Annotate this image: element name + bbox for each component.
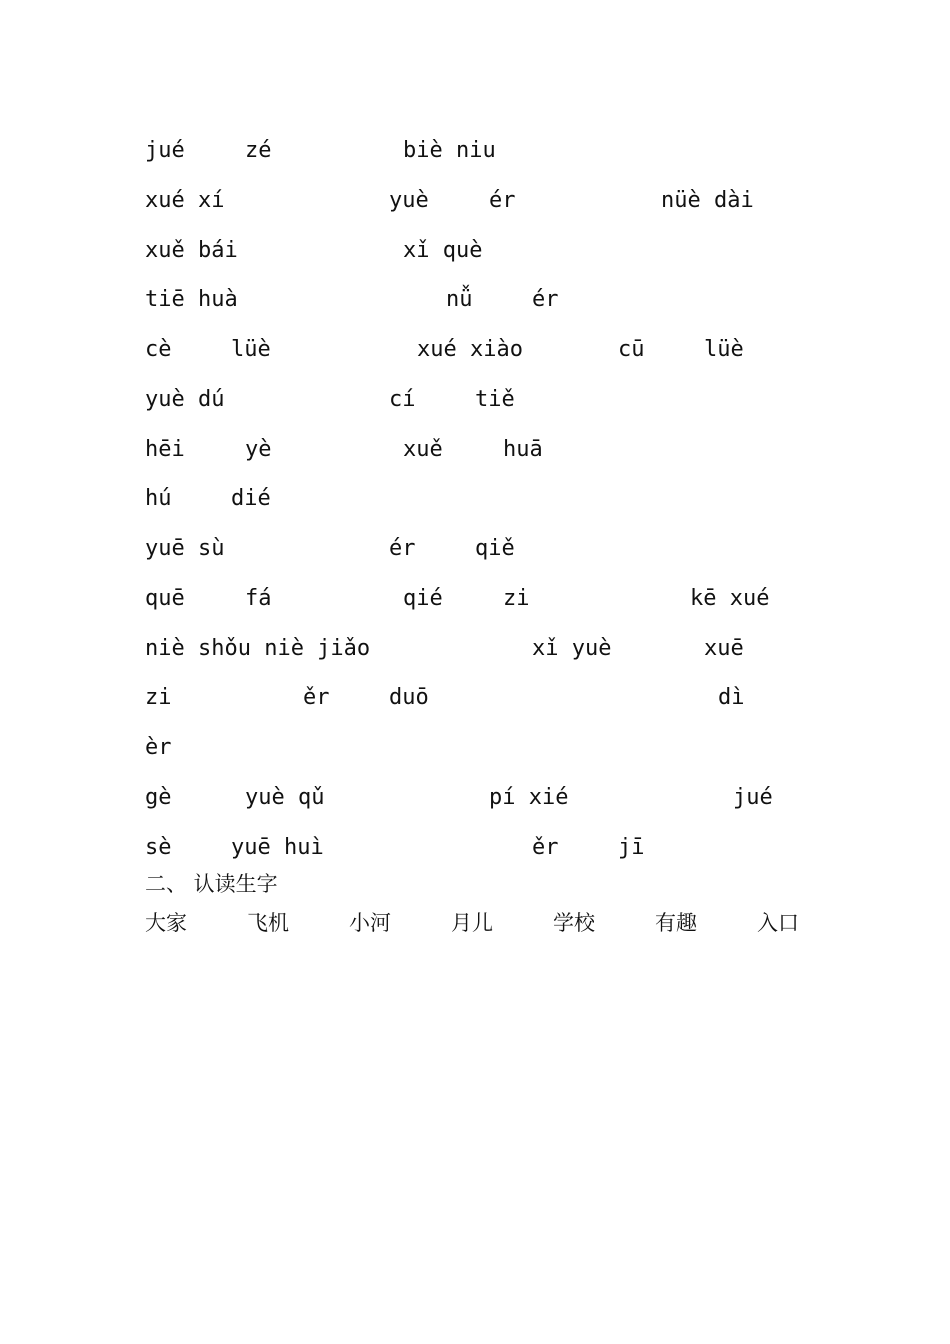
pinyin-line bbox=[0, 833, 950, 873]
pinyin-word: yuè bbox=[389, 188, 429, 213]
character-word: 有趣 bbox=[655, 911, 697, 935]
pinyin-word: tiě bbox=[475, 387, 515, 412]
pinyin-word: gè bbox=[145, 785, 172, 810]
pinyin-line bbox=[0, 484, 950, 524]
pinyin-word: yè bbox=[245, 437, 272, 462]
pinyin-word: qiě bbox=[475, 536, 515, 561]
pinyin-word: cè bbox=[145, 337, 172, 362]
pinyin-line bbox=[0, 385, 950, 425]
pinyin-word: dì bbox=[718, 685, 745, 710]
character-word: 飞机 bbox=[247, 911, 289, 935]
pinyin-word: xǐ yuè bbox=[532, 636, 612, 661]
pinyin-word: hú bbox=[145, 486, 172, 511]
character-word: 月儿 bbox=[451, 911, 493, 935]
pinyin-word: ér bbox=[532, 287, 559, 312]
pinyin-word: ěr bbox=[303, 685, 330, 710]
pinyin-word: niè shǒu niè jiǎo bbox=[145, 636, 371, 661]
pinyin-word: ér bbox=[389, 536, 416, 561]
pinyin-word: jī bbox=[618, 835, 645, 860]
pinyin-line bbox=[0, 236, 950, 276]
character-word: 学校 bbox=[553, 911, 595, 935]
pinyin-word: èr bbox=[145, 735, 172, 760]
pinyin-word: ěr bbox=[532, 835, 559, 860]
pinyin-word: pí xié bbox=[489, 785, 569, 810]
pinyin-word: xué xí bbox=[145, 188, 225, 213]
pinyin-word: xuē bbox=[704, 636, 744, 661]
pinyin-line bbox=[0, 335, 950, 375]
pinyin-line bbox=[0, 783, 950, 823]
pinyin-word: xǐ què bbox=[403, 238, 483, 263]
pinyin-word: zé bbox=[245, 138, 272, 163]
pinyin-word: qié bbox=[403, 586, 443, 611]
pinyin-word: xuě bái bbox=[145, 238, 238, 263]
pinyin-word: xué xiào bbox=[417, 337, 523, 362]
pinyin-word: quē bbox=[145, 586, 185, 611]
section-heading: 二、 认读生字 bbox=[145, 872, 278, 896]
pinyin-line bbox=[0, 285, 950, 325]
pinyin-word: sè bbox=[145, 835, 172, 860]
pinyin-word: lüè bbox=[704, 337, 744, 362]
pinyin-line bbox=[0, 733, 950, 773]
pinyin-word: yuè qǔ bbox=[245, 785, 325, 810]
pinyin-word: cū bbox=[618, 337, 645, 362]
pinyin-word: duō bbox=[389, 685, 429, 710]
pinyin-line bbox=[0, 136, 950, 176]
pinyin-line bbox=[0, 435, 950, 475]
pinyin-line bbox=[0, 683, 950, 723]
pinyin-word: huā bbox=[503, 437, 543, 462]
pinyin-line bbox=[0, 584, 950, 624]
pinyin-word: zi bbox=[145, 685, 172, 710]
pinyin-word: jué bbox=[145, 138, 185, 163]
pinyin-word: cí bbox=[389, 387, 416, 412]
pinyin-word: fá bbox=[245, 586, 272, 611]
pinyin-word: nǚ bbox=[446, 287, 473, 312]
pinyin-word: yuē sù bbox=[145, 536, 225, 561]
pinyin-word: kē xué bbox=[690, 586, 770, 611]
character-word: 小河 bbox=[349, 911, 391, 935]
pinyin-word: tiē huà bbox=[145, 287, 238, 312]
pinyin-line bbox=[0, 534, 950, 574]
pinyin-line bbox=[0, 634, 950, 674]
pinyin-word: xuě bbox=[403, 437, 443, 462]
character-word: 大家 bbox=[145, 911, 187, 935]
pinyin-word: yuè dú bbox=[145, 387, 225, 412]
pinyin-word: nüè dài bbox=[661, 188, 754, 213]
pinyin-word: yuē huì bbox=[231, 835, 324, 860]
pinyin-word: lüè bbox=[231, 337, 271, 362]
pinyin-word: zi bbox=[503, 586, 530, 611]
pinyin-line bbox=[0, 186, 950, 226]
pinyin-word: biè niu bbox=[403, 138, 496, 163]
character-word: 入口 bbox=[757, 911, 799, 935]
pinyin-word: jué bbox=[733, 785, 773, 810]
pinyin-word: ér bbox=[489, 188, 516, 213]
pinyin-word: dié bbox=[231, 486, 271, 511]
pinyin-word: hēi bbox=[145, 437, 185, 462]
